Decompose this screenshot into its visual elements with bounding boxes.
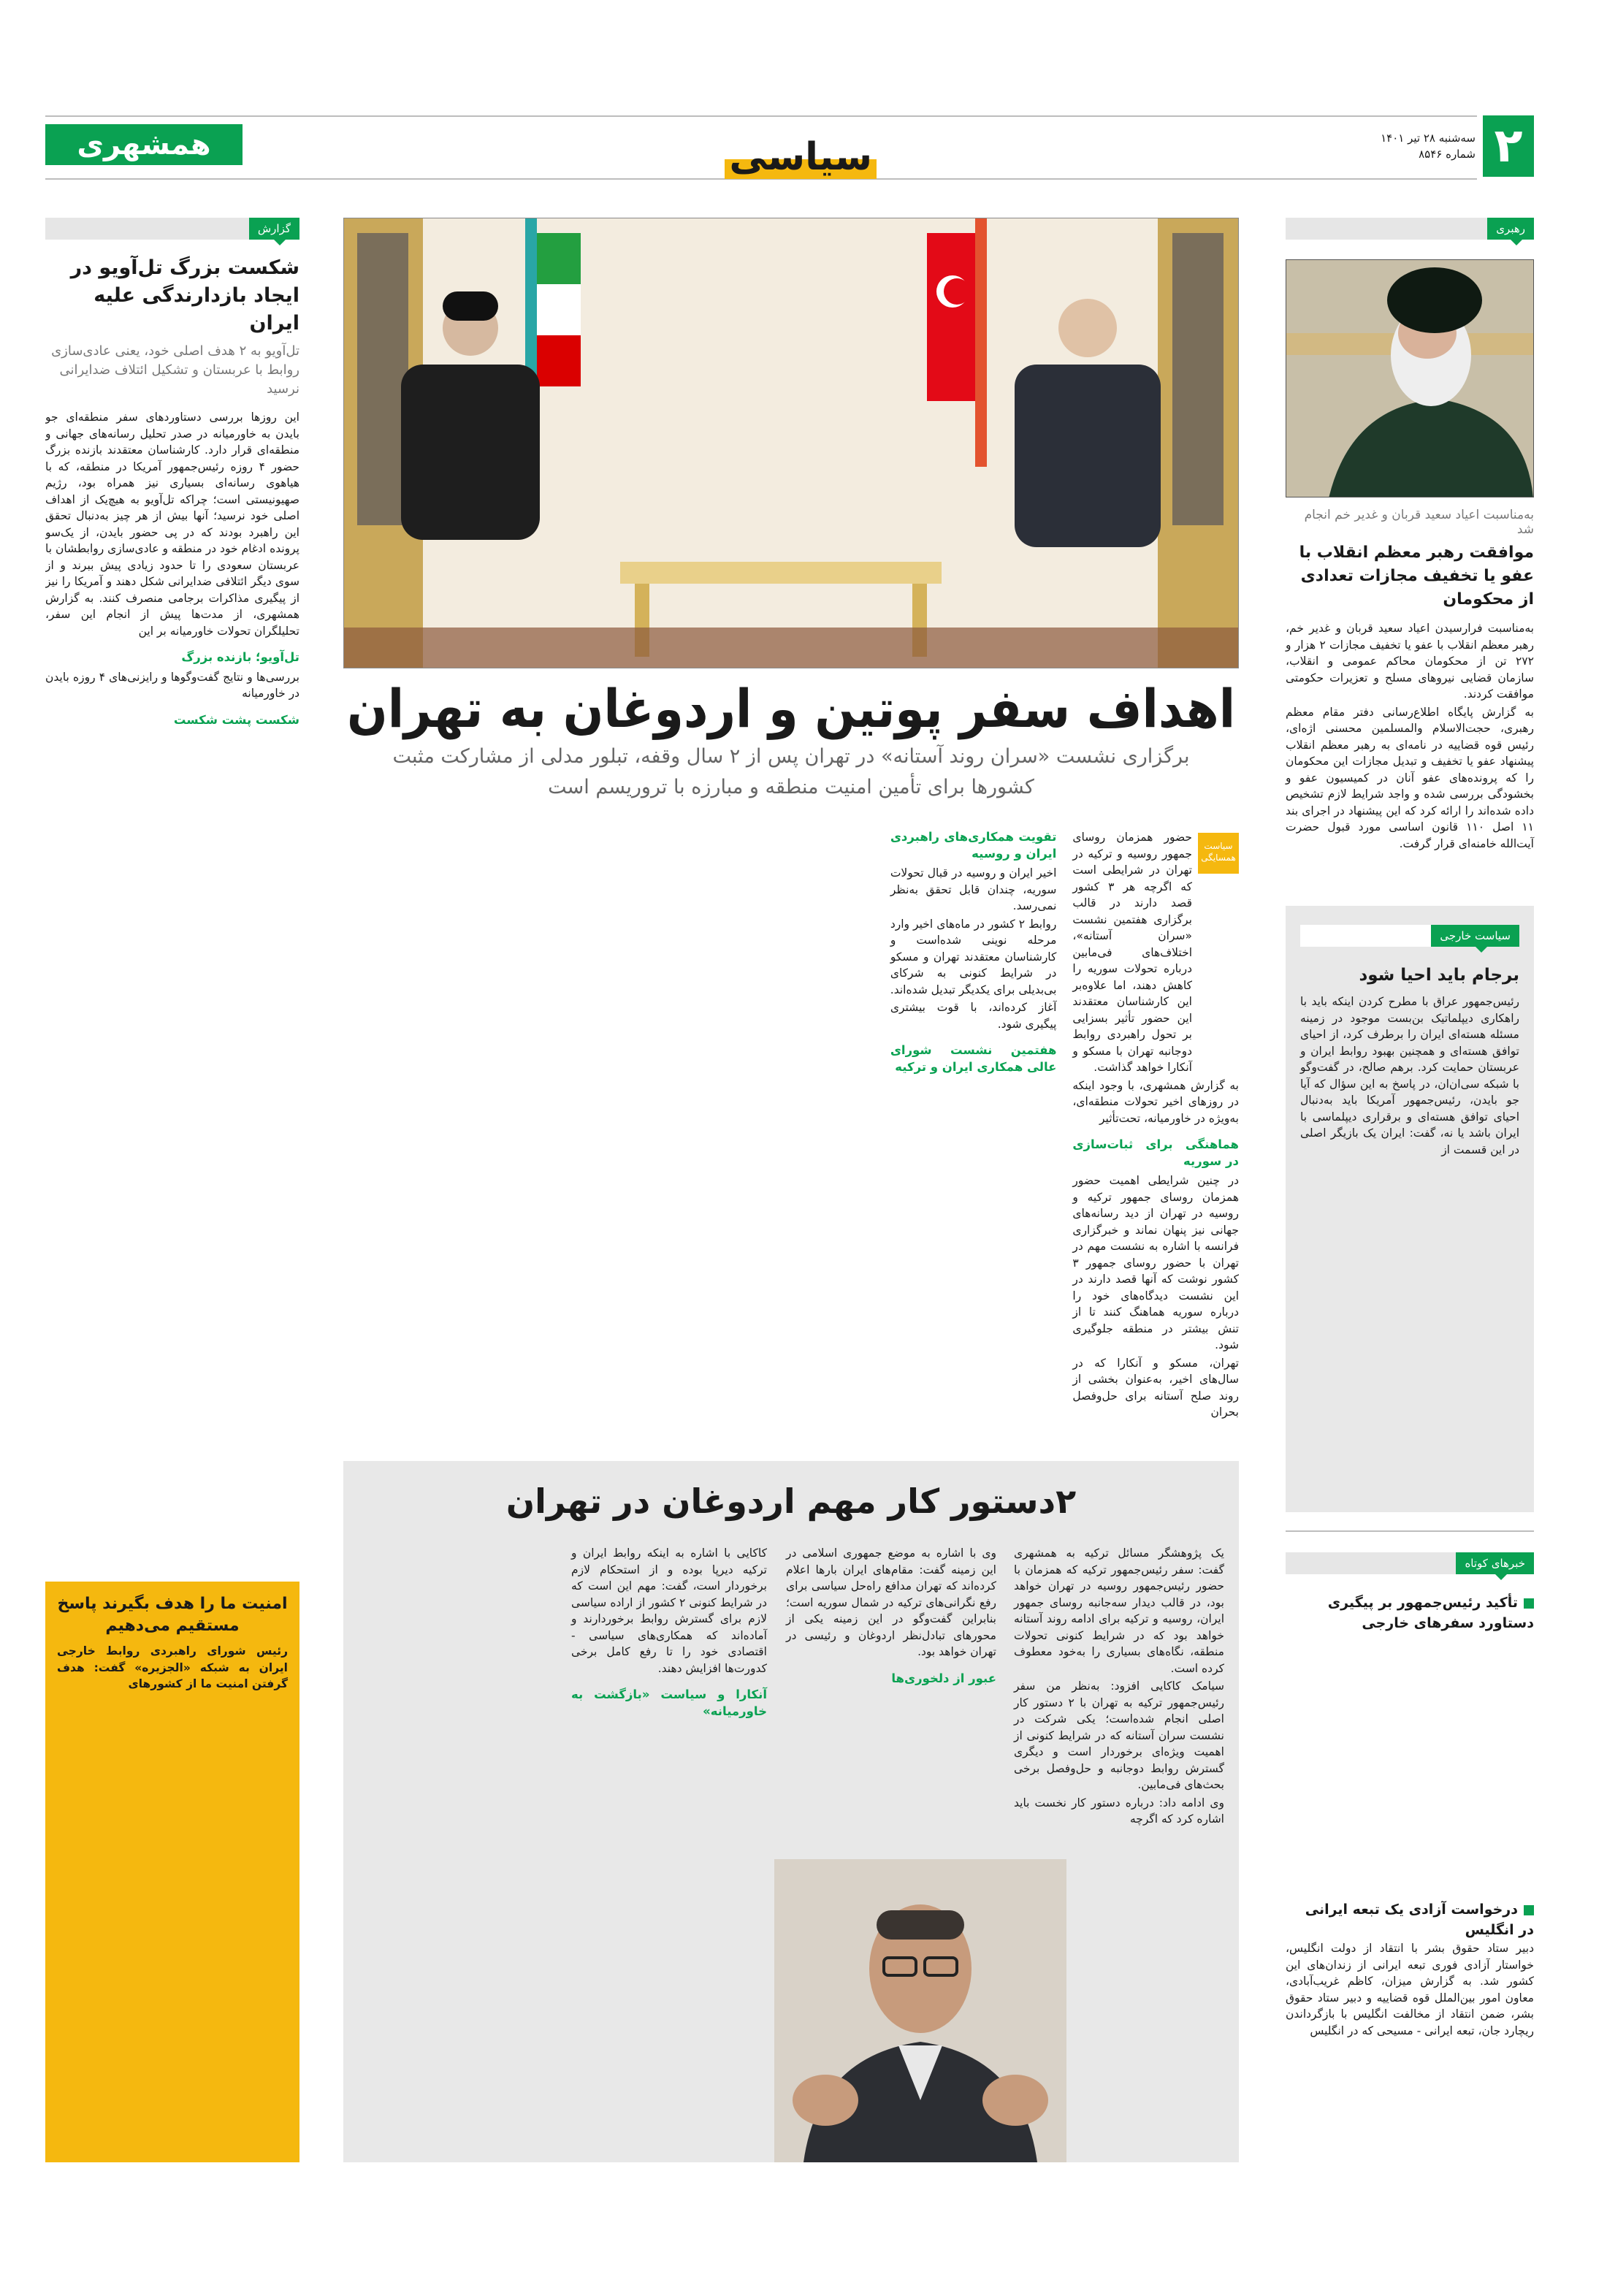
issue-date: سه‌شنبه ۲۸ تیر ۱۴۰۱	[1381, 131, 1476, 145]
subhead: آنکارا و سیاست «بازگشت به خاورمیانه»	[571, 1687, 767, 1718]
analysis-headline[interactable]: ۲دستور کار مهم اردوغان در تهران	[505, 1481, 1077, 1521]
quote-box-text: رئیس شورای راهبردی روابط خارجی ایران به شبکه «الجزیره» گفت: هدف گرفتن امنیت ما از کشورهای	[57, 1644, 288, 1690]
subhead: شکست پشت شکست	[173, 712, 299, 727]
paragraph: تهران، مسکو و آنکارا که در سال‌های اخیر، به‌عنوان بخشی از روند صلح آستانه برای حل‌وفصل بحران	[1072, 1356, 1239, 1419]
main-headline[interactable]: اهداف سفر پوتین و اردوغان به تهران	[346, 678, 1236, 739]
brief-text: دبیر ستاد حقوق بشر با انتقاد از دولت انگلیس، خواستار آزادی فوری تبعه ایرانی از زندان‌های این کشور شد. به گزارش میزان، کاظم غریب‌آبادی، معاون امور بین‌الملل قوه قضاییه و دبیر ستاد حقوق بشر، ضمن انتقاد از مخالفت انگلیس با بازگرداندن ریچارد جان، تبعه ایرانی - مسیحی که در انگلیس	[1286, 1942, 1534, 2037]
green-square-icon	[1524, 1905, 1534, 1915]
green-square-icon	[1524, 1598, 1534, 1609]
leader-tag: رهبری	[1487, 218, 1534, 240]
header-rule-top	[45, 115, 1477, 117]
foreign-headline[interactable]: برجام باید احیا شود	[1359, 966, 1519, 985]
paragraph: این روزها بررسی دستاوردهای سفر منطقه‌ای جو بایدن به خاورمیانه در صدر تحلیل رسانه‌های جهانی و منطقه‌ای قرار دارد. کارشناسان معتقدند بازنده بزرگ حضور ۴ روزه رئیس‌جمهور آمریکا در منطقه، که با هیاهوی رسانه‌ای بسیاری نیز همراه بود، رژیم صهیونیستی است؛ چراکه تل‌آویو به هیچ‌یک از اهداف اصلی خود نرسید؛ آنها بیش از هر چیز به‌دنبال تحقق این راهبرد بودند که در پی حضور بایدن، از یک‌سو پرونده ادغام خود در منطقه و عادی‌سازی روابطشان با عربستان سعودی را تا حدود زیادی پیش ببرند و از سوی دیگر ائتلافی ضدایرانی شکل دهند و آمریکا را نیز از پیگیری مذاکرات برجامی منصرف کنند. به گزارش همشهری، از مدت‌ها پیش از انجام این سفر، تحلیلگران تحولات خاورمیانه بر این	[45, 411, 299, 638]
subhead: عبور از دلخوری‌ها	[891, 1671, 996, 1685]
main-headline-wrap	[343, 676, 1239, 741]
leader-photo	[1286, 259, 1534, 497]
paragraph: یک پژوهشگر مسائل ترکیه به همشهری گفت: سفر رئیس‌جمهور ترکیه که همزمان با حضور رئیس‌جمهور روسیه در تهران خواهد بود، در قالب دیدار سه‌جانبه روسای جمهور ایران، روسیه و ترکیه برای ادامه روند آستانه خواهد بود که در شرایط کنونی تحولات منطقه، نگاه‌های بسیاری را به‌خود معطوف کرده است.	[1014, 1546, 1224, 1675]
leaders-meeting-photo	[343, 218, 1238, 668]
analysis-box	[343, 1461, 1239, 2162]
main-subtitle: برگزاری نشست «سران روند آستانه» در تهران پس از ۲ سال وقفه، تبلور مدلی از مشارکت مثبت کشورها برای تأمین امنیت منطقه و مبارزه با تروریسم است	[392, 745, 1190, 798]
foreign-policy-box	[1286, 906, 1534, 1512]
paragraph: روابط ۲ کشور در ماه‌های اخیر وارد مرحله نوینی شده‌است و کارشناسان معتقدند تهران و مسکو در شرایط کنونی به شرکای بی‌بدیلی برای یکدیگر تبدیل شده‌اند.	[890, 917, 1057, 996]
paragraph: در چنین شرایطی اهمیت حضور همزمان روسای جمهور ترکیه و روسیه در تهران از دید رسانه‌های جهانی نیز پنهان نماند و خبرگزاری فرانسه با اشاره به نشست مهم در تهران با حضور روسای جمهور ۳ کشور نوشت که آنها قصد دارند در این نشست دیدگاه‌های خود را درباره سوریه هماهنگ کنند تا از تنش بیشتر در منطقه جلوگیری شود.	[1072, 1174, 1239, 1351]
report-tag: گزارش	[249, 218, 299, 240]
report-subtitle: تل‌آویو به ۲ هدف اصلی خود، یعنی عادی‌سازی روابط با عربستان و تشکیل ائتلاف ضدایرانی نرسید	[51, 343, 299, 397]
main-article-body	[343, 829, 1239, 1435]
paragraph: به‌مناسبت فرارسیدن اعیاد سعید قربان و غدیر خم، رهبر معظم انقلاب با عفو یا تخفیف مجازات ۲ هزار و ۲۷۲ تن از محکومان محاکم عمومی و انقلاب، سازمان قضایی نیروهای مسلح و تعزیرات حکومتی موافقت کردند.	[1286, 622, 1535, 701]
section-title	[730, 135, 877, 179]
foreign-body: رئیس‌جمهور عراق با مطرح کردن اینکه باید با راهکاری دیپلماتیک بن‌بست موجود در زمینه مسئله هسته‌ای ایران را برطرف کرد، از احیای توافق هسته‌ای و همچنین بهبود روابط ایران و عربستان حمایت کرد. برهم صالح، در گفت‌وگو با شبکه سی‌ان‌ان، در پاسخ به این سؤال که آیا جو بایدن، رئیس‌جمهور آمریکا باید به‌دنبال احیای توافق هسته‌ای و برقراری دیپلماسی با ایران باشد یا نه، گفت: ایران یک بازیگر اصلی در این قسمت از	[1300, 995, 1519, 1156]
brief-title[interactable]: تأکید رئیس‌جمهور بر پیگیری دستاورد سفرهای خارجی	[1327, 1595, 1534, 1631]
analysis-body-right	[786, 1545, 1224, 1848]
paragraph: حضور همزمان روسای جمهور روسیه و ترکیه در تهران در شرایطی است که اگرچه هر ۳ کشور قصد دارند در قالب برگزاری هفتمین نشست «سران آستانه»، اختلاف‌های فی‌مابین درباره تحولات سوریه را کاهش دهند، اما علاوه‌بر این کارشناسان معتقدند این حضور تأثیر بسزایی بر تحول راهبردی روابط دوجانبه تهران با مسکو و آنکارا خواهد گذاشت.	[1072, 831, 1192, 1074]
leader-portrait	[1286, 260, 1533, 497]
analyst-portrait	[774, 1859, 1066, 2162]
leader-article	[1286, 508, 1534, 853]
subhead: تل‌آویو؛ بازنده بزرگ	[181, 650, 299, 664]
leader-kicker: به‌مناسبت اعیاد سعید قربان و غدیر خم انجام شد	[1304, 508, 1534, 537]
analysis-body-left	[358, 1545, 767, 2151]
report-body	[45, 409, 299, 728]
page-number: ۲	[1483, 115, 1534, 177]
analyst-photo	[774, 1859, 1066, 2162]
newspaper-logo[interactable]: همشهری	[45, 124, 243, 165]
paragraph: به گزارش پایگاه اطلاع‌رسانی دفتر مقام معظم رهبری، حجت‌الاسلام والمسلمین محسنی اژه‌ای، رئیس قوه قضاییه در نامه‌ای به رهبر معظم انقلاب پیشنهاد عفو یا تخفیف و تبدیل مجازات این محکومان را که پرونده‌های عفو آنان در کمیسیون عفو و بخشودگی بررسی شده و واجد شرایط لازم تشخیص داده شده‌اند را ارائه کرد که این پیشنهاد در اجرای بند ۱۱ اصل ۱۱۰ قانون اساسی مورد قبول حضرت آیت‌الله خامنه‌ای قرار گرفت.	[1286, 705, 1535, 850]
foreign-tag-bar	[1300, 925, 1519, 947]
report-headline[interactable]: شکست بزرگ تل‌آویو در ایجاد بازدارندگی علیه ایران	[70, 256, 299, 335]
section-label: سیاسی	[725, 135, 877, 179]
leader-tag-bar	[1286, 218, 1534, 240]
divider	[1286, 1530, 1534, 1532]
main-headline-block	[343, 676, 1239, 803]
paragraph: بررسی‌ها و نتایج گفت‌وگوها و رایزنی‌های ۴ روزه بایدن در خاورمیانه	[45, 670, 299, 700]
brief-item	[1286, 1899, 1534, 2039]
leader-headline[interactable]: موافقت رهبر معظم انقلاب با عفو یا تخفیف مجازات تعدادی از محکومان	[1299, 544, 1534, 609]
paragraph: وی با اشاره به موضع جمهوری اسلامی در این زمینه گفت: مقام‌های ایران بارها اعلام کرده‌اند که تهران مدافع راه‌حل سیاسی برای رفع نگرانی‌های ترکیه در شمال سوریه است؛ بنابراین گفت‌وگو در این زمینه یکی از محورهای تبادل‌نظر اردوغان و رئیسی در تهران خواهد بود.	[786, 1546, 996, 1658]
quote-box	[45, 1582, 299, 2162]
paragraph: کاکایی با اشاره به اینکه روابط ایران و ترکیه دیرپا بوده و از استحکام لازم برخوردار است، گفت: مهم این است که در شرایط کنونی ۲ کشور از اراده سیاسی لازم برای گسترش روابط برخوردارند و آماده‌اند که همکاری‌های سیاسی - اقتصادی خود را تا رفع کامل برخی کدورت‌ها افزایش دهند.	[571, 1546, 767, 1675]
column-label: سیاست همسایگی	[1198, 833, 1239, 874]
subhead: هماهنگی برای ثبات‌سازی در سوریه	[1072, 1137, 1239, 1168]
paragraph: وی ادامه داد: درباره دستور کار نخست باید اشاره کرد که اگرچه	[1014, 1796, 1224, 1826]
subhead: هفتمین نشست شورای عالی همکاری ایران و ترکیه	[890, 1043, 1057, 1074]
subhead: تقویت همکاری‌های راهبردی ایران و روسیه	[890, 830, 1057, 861]
paragraph: سیامک کاکایی افزود: به‌نظر من سفر رئیس‌جمهور ترکیه به تهران با ۲ دستور کار اصلی انجام شده‌است؛ یکی شرکت در نشست سران آستانه که در شرایط کنونی از اهمیت ویژه‌ای برخوردار است و دیگری گسترش روابط دوجانبه و حل‌وفصل برخی بحث‌های فی‌مابین.	[1014, 1679, 1224, 1791]
briefs-list	[1286, 1593, 1534, 2039]
brief-item	[1286, 1593, 1534, 1899]
main-photo	[343, 218, 1239, 668]
paragraph: به گزارش همشهری، با وجود اینکه در روزهای اخیر تحولات منطقه‌ای، به‌ویژه در خاورمیانه، تحت‌تأثیر	[1072, 1078, 1239, 1125]
date-block	[1344, 130, 1476, 162]
issue-number: شماره ۸۵۴۶	[1419, 148, 1476, 161]
briefs-tag: خبرهای کوتاه	[1456, 1552, 1534, 1574]
briefs-tag-bar	[1286, 1552, 1534, 1574]
report-article	[45, 254, 299, 1562]
report-tag-bar	[45, 218, 299, 240]
foreign-tag: سیاست خارجی	[1431, 925, 1519, 947]
paragraph: آغاز کرده‌اند، با قوت بیشتری پیگیری شود.	[890, 1001, 1057, 1031]
brief-title[interactable]: درخواست آزادی یک تبعه ایرانی در انگلیس	[1305, 1902, 1534, 1938]
paragraph: اخیر ایران و روسیه در قبال تحولات سوریه، چندان قابل تحقق به‌نظر نمی‌رسد.	[890, 866, 1057, 912]
quote-box-headline[interactable]: امنیت ما را هدف بگیرند پاسخ مستقیم می‌دهیم	[57, 1595, 288, 1635]
